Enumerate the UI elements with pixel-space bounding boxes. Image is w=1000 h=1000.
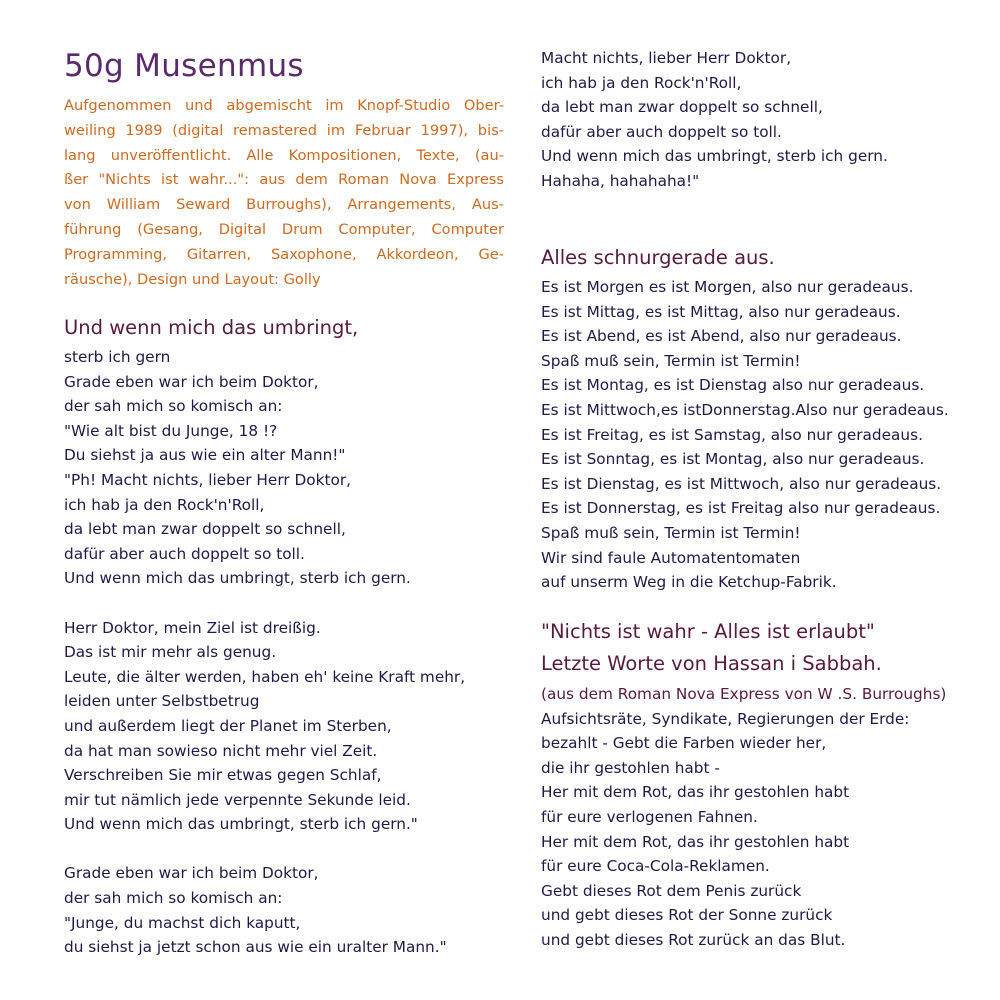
lyric-line: ich hab ja den Rock'n'Roll, [64,495,265,514]
lyric-line: Und wenn mich das umbringt, sterb ich gern. [64,569,411,588]
lyric-line: Es ist Freitag, es ist Samstag, also nur geradeaus. [541,425,923,444]
lyric-line: Gebt dieses Rot dem Penis zurück [541,881,802,900]
lyric-line: Grade eben war ich beim Doktor, [64,864,319,883]
lyric-line: der sah mich so komisch an: [64,889,283,908]
song-lyrics-alles-schnurgerade [541,275,949,595]
lyric-line: da lebt man zwar doppelt so schnell, [541,98,823,117]
lyric-line: dafür aber auch doppelt so toll. [541,122,782,141]
credits-line: weiling 1989 (digital remastered im Februar 1997), bis- [64,121,504,139]
lyric-line: und gebt dieses Rot zurück an das Blut. [541,930,846,949]
lyric-line: mir tut nämlich jede verpennte Sekunde leid. [64,790,411,809]
song-lyrics-nichts-ist-wahr [541,682,946,953]
album-credits [64,94,504,292]
lyric-line: leiden unter Selbstbetrug [64,692,260,711]
lyric-line: Spaß muß sein, Termin ist Termin! [541,351,801,370]
song-title-alles-schnurgerade: Alles schnurgerade aus. [541,246,775,269]
stanza-gap [64,591,465,616]
lyric-line: du siehst ja jetzt schon aus wie ein uralter Mann." [64,938,447,957]
lyric-line: Es ist Sonntag, es ist Montag, also nur geradeaus. [541,450,925,469]
lyric-line: Es ist Montag, es ist Dienstag also nur geradeaus. [541,376,925,395]
credits-line: ßer "Nichts ist wahr...": aus dem Roman Nova Express [64,171,504,189]
credits-line: von William Seward Burroughs), Arrangements, Aus- [64,196,504,214]
lyric-line: die ihr gestohlen habt - [541,758,720,777]
lyric-line: Her mit dem Rot, das ihr gestohlen habt [541,783,850,802]
lyric-line: Und wenn mich das umbringt, sterb ich gern. [541,147,888,166]
lyric-line: da lebt man zwar doppelt so schnell, [64,520,346,539]
song-title-und-wenn-mich: Und wenn mich das umbringt, [64,316,359,339]
credits-line: räusche), Design und Layout: Golly [64,270,321,288]
lyric-line: und außerdem liegt der Planet im Sterben, [64,716,392,735]
song-lyrics-und-wenn-mich-continued [541,46,888,194]
lyric-line: und gebt dieses Rot der Sonne zurück [541,906,833,925]
lyric-line: da hat man sowieso nicht mehr viel Zeit. [64,741,378,760]
lyric-line: Du siehst ja aus wie ein alter Mann!" [64,446,346,465]
lyric-line: Grade eben war ich beim Doktor, [64,372,319,391]
lyric-line: "Wie alt bist du Junge, 18 !? [64,421,278,440]
credits-line: Aufgenommen und abgemischt im Knopf-Studio Ober- [64,97,504,114]
lyric-line: Macht nichts, lieber Herr Doktor, [541,49,792,67]
lyric-line: Leute, die älter werden, haben eh' keine Kraft mehr, [64,667,466,686]
song-lyrics-und-wenn-mich [64,345,465,960]
lyric-line: Es ist Mittag, es ist Mittag, also nur geradeaus. [541,302,901,321]
lyric-line: "Ph! Macht nichts, lieber Herr Doktor, [64,470,352,489]
lyric-line: Her mit dem Rot, das ihr gestohlen habt [541,832,850,851]
lyric-line: "Junge, du machst dich kaputt, [64,913,301,932]
lyric-line: Und wenn mich das umbringt, sterb ich gern." [64,815,418,834]
lyric-line: Das ist mir mehr als genug. [64,643,277,662]
lyric-line: Verschreiben Sie mir etwas gegen Schlaf, [64,766,382,785]
lyric-line: ich hab ja den Rock'n'Roll, [541,73,742,92]
lyric-line: bezahlt - Gebt die Farben wieder her, [541,734,827,753]
lyric-line: Es ist Abend, es ist Abend, also nur geradeaus. [541,327,902,346]
lyric-line: Aufsichtsräte, Syndikate, Regierungen der Erde: [541,709,910,728]
credits-line: Programming, Gitarren, Saxophone, Akkordeon, Ge- [64,245,504,263]
lyric-line: Es ist Morgen es ist Morgen, also nur geradeaus. [541,278,914,296]
lyric-line: sterb ich gern [64,348,171,366]
credits-line: lang unveröffentlicht. Alle Kompositionen, Texte, (au- [64,146,504,164]
stanza-gap [64,837,465,862]
song-subtitle-hassan: Letzte Worte von Hassan i Sabbah. [541,652,882,675]
lyric-line: für eure Coca-Cola-Reklamen. [541,857,770,876]
lyric-line: Herr Doktor, mein Ziel ist dreißig. [64,618,321,637]
lyric-line: Es ist Dienstag, es ist Mittwoch, also nur geradeaus. [541,474,942,493]
lyric-line: Wir sind faule Automatentomaten [541,548,801,567]
lyric-line: dafür aber auch doppelt so toll. [64,544,305,563]
album-title: 50g Musenmus [64,48,304,84]
lyric-source-note: (aus dem Roman Nova Express von W .S. Burroughs) [541,685,947,703]
credits-line: führung (Gesang, Digital Drum Computer, Computer [64,220,504,238]
lyric-line: der sah mich so komisch an: [64,397,283,416]
lyric-line: für eure verlogenen Fahnen. [541,807,758,826]
lyric-line: Es ist Mittwoch,es istDonnerstag.Also nur geradeaus. [541,400,949,419]
lyric-line: auf unserm Weg in die Ketchup-Fabrik. [541,573,837,592]
song-title-nichts-ist-wahr: "Nichts ist wahr - Alles ist erlaubt" [541,620,875,643]
lyric-line: Spaß muß sein, Termin ist Termin! [541,523,801,542]
lyric-line: Hahaha, hahahaha!" [541,171,700,190]
lyric-line: Es ist Donnerstag, es ist Freitag also nur geradeaus. [541,499,941,518]
